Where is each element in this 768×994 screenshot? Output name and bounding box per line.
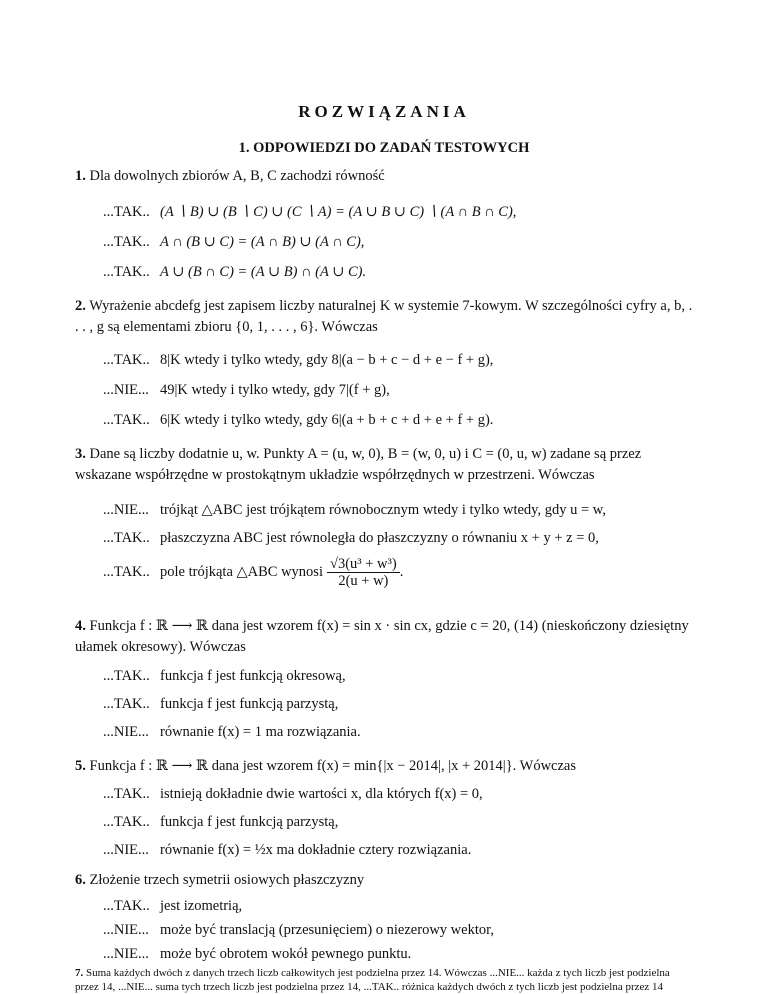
answer-2b [103,380,703,400]
answer-label: ...TAK.. [103,786,150,802]
answer-label: ...NIE... [103,946,149,962]
question-6 [75,870,695,891]
answer-text: płaszczyzna ABC jest równoległa do płaszczyzny o równaniu x + y + z = 0, [160,530,599,546]
section-title: 1. ODPOWIEDZI DO ZADAŃ TESTOWYCH [238,140,530,156]
answer-text: może być translacją (przesunięciem) o niezerowy wektor, [160,922,494,938]
answer-text: może być obrotem wokół pewnego punktu. [160,946,412,962]
answer-label: ...TAK.. [103,204,150,220]
question-number: 1. [75,168,86,184]
answer-label: ...TAK.. [103,234,150,250]
answer-label: ...NIE... [118,981,153,993]
answer-label: ...TAK.. [103,264,150,280]
answer-text: A ∪ (B ∩ C) = (A ∪ B) ∩ (A ∪ C). [160,264,367,280]
answer-3a [103,500,703,520]
answer-text: 8|K wtedy i tylko wtedy, gdy 8|(a − b + c − d + e − f + g), [160,352,494,368]
question-text: Suma każdych dwóch z danych trzech liczb całkowitych jest podzielna przez 14. Wówczas [86,967,487,979]
answer-text: (A ∖ B) ∪ (B ∖ C) ∪ (C ∖ A) = (A ∪ B ∪ C) ∖ (A ∩ B ∩ C), [160,204,517,220]
answer-text: różnica każdych dwóch z tych liczb jest podzielna przez 14 [401,981,664,993]
question-text: Złożenie trzech symetrii osiowych płaszczyzny [89,872,365,888]
area-fraction [327,556,400,589]
answer-3c [103,556,703,589]
answer-text: równanie f(x) = ½x ma dokładnie cztery rozwiązania. [160,842,472,858]
answer-label: ...NIE... [103,842,149,858]
answer-label: ...TAK.. [103,814,150,830]
fraction-denominator: 2(u + w) [338,573,389,589]
answer-1a [103,202,703,222]
answer-4a [103,666,703,686]
answer-label: ...TAK.. [103,530,150,546]
answer-4c [103,722,703,742]
question-text: Funkcja f : ℝ ⟶ ℝ dana jest wzorem f(x) = min{|x − 2014|, |x + 2014|}. Wówczas [89,758,576,774]
answer-text: funkcja f jest funkcją okresową, [160,668,346,684]
answer-5a [103,784,703,804]
question-number: 6. [75,872,86,888]
question-number: 7. [75,967,84,979]
answer-1c [103,262,703,282]
question-text: Wyrażenie abcdefg jest zapisem liczby naturalnej K w systemie 7-kowym. W szczególności cyfry a, b, . . . , g są elementami zbioru {0, 1, . . . , 6}. Wówczas [75,298,693,335]
answer-text: funkcja f jest funkcją parzystą, [160,814,339,830]
answer-text: każda z tych liczb jest podzielna przez 14, [75,967,670,993]
answer-label: ...NIE... [103,502,149,518]
answer-text: jest izometrią, [160,898,243,914]
answer-7c [364,981,663,993]
question-2 [75,296,695,338]
question-5 [75,756,695,777]
answer-1b [103,232,703,252]
answer-6c [103,944,703,964]
answer-3b [103,528,703,548]
answer-label: ...TAK.. [103,352,150,368]
answer-label: ...NIE... [489,967,525,979]
answer-label: ...TAK.. [103,668,150,684]
answer-text: 6|K wtedy i tylko wtedy, gdy 6|(a + b + c + d + e + f + g). [160,412,494,428]
question-number: 4. [75,618,86,634]
answer-text: funkcja f jest funkcją parzystą, [160,696,339,712]
answer-label: ...NIE... [103,382,149,398]
question-1 [75,166,695,187]
answer-2c [103,410,703,430]
answer-5c [103,840,703,860]
answer-label: ...TAK.. [103,563,150,580]
question-number: 3. [75,446,86,462]
question-number: 2. [75,298,86,314]
answer-text: trójkąt △ABC jest trójkątem równobocznym wtedy i tylko wtedy, gdy u = w, [160,502,606,518]
answer-6b [103,920,703,940]
answer-label: ...NIE... [103,724,149,740]
question-text: Dla dowolnych zbiorów A, B, C zachodzi równość [89,168,385,184]
answer-text: istnieją dokładnie dwie wartości x, dla których f(x) = 0, [160,786,483,802]
question-3 [75,444,695,486]
answer-text: A ∩ (B ∪ C) = (A ∩ B) ∪ (A ∩ C), [160,234,365,250]
answer-text: suma tych trzech liczb jest podzielna przez 14, [155,981,361,993]
answer-label: ...TAK.. [103,696,150,712]
question-text: Dane są liczby dodatnie u, w. Punkty A = (u, w, 0), B = (w, 0, u) i C = (0, u, w) zadane są przez wskazane współrzędne w prostokątnym układzie współrzędnych w przestrzeni. Wówczas [75,446,642,483]
answer-6a [103,896,703,916]
answer-label: ...NIE... [103,922,149,938]
answer-label: ...TAK.. [103,412,150,428]
answer-4b [103,694,703,714]
question-4 [75,616,695,658]
page-title: ROZWIĄZANIA [298,102,470,121]
answer-7b [118,981,361,993]
answer-2a [103,350,703,370]
question-text: Funkcja f : ℝ ⟶ ℝ dana jest wzorem f(x) = sin x · sin cx, gdzie c = 20, (14) (nieskończony dziesiętny ułamek okresowy). Wówczas [75,618,689,655]
answer-text: 49|K wtedy i tylko wtedy, gdy 7|(f + g), [160,382,390,398]
fraction-period: . [399,563,404,580]
question-7 [75,966,695,994]
answer-label: ...TAK.. [103,898,150,914]
answer-label: ...TAK.. [363,981,400,993]
fraction-numerator: √3(u³ + w³) [327,556,400,573]
answer-5b [103,812,703,832]
question-number: 5. [75,758,86,774]
answer-text: pole trójkąta △ABC wynosi [160,563,323,580]
answer-text: równanie f(x) = 1 ma rozwiązania. [160,724,361,740]
